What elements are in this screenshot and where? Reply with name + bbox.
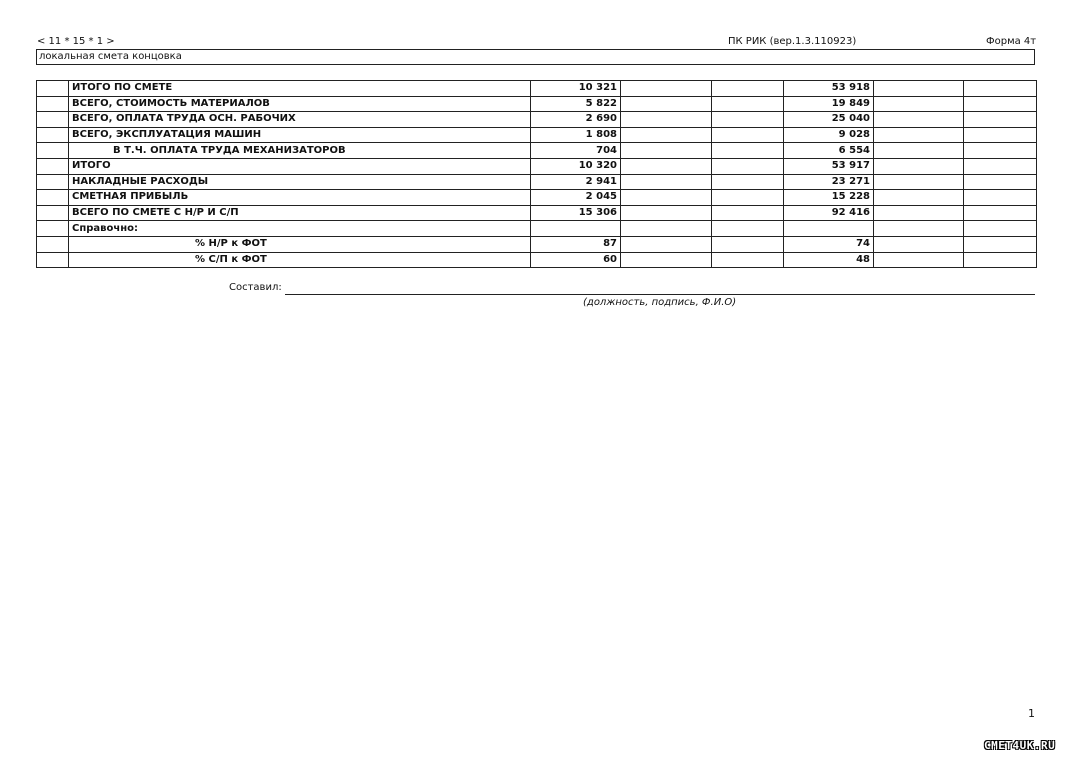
row-value-1: 60 xyxy=(531,252,621,268)
empty-cell xyxy=(964,112,1037,128)
empty-cell xyxy=(712,252,784,268)
empty-cell xyxy=(712,221,784,237)
row-label: ИТОГО xyxy=(69,158,531,174)
empty-cell xyxy=(964,252,1037,268)
form-number: Форма 4т xyxy=(986,36,1037,47)
row-marker-cell xyxy=(37,221,69,237)
table-row xyxy=(37,252,1037,268)
empty-cell xyxy=(874,205,964,221)
row-label: ВСЕГО, ОПЛАТА ТРУДА ОСН. РАБОЧИХ xyxy=(69,112,531,128)
row-value-2: 48 xyxy=(784,252,874,268)
empty-cell xyxy=(621,174,712,190)
signature-line xyxy=(285,294,1035,295)
row-marker-cell xyxy=(37,205,69,221)
row-label: % Н/Р к ФОТ xyxy=(69,236,531,252)
site-watermark: СМЕТ4UK.RU xyxy=(984,739,1056,752)
row-value-1: 2 690 xyxy=(531,112,621,128)
empty-cell xyxy=(874,252,964,268)
row-marker-cell xyxy=(37,143,69,159)
table-row xyxy=(37,236,1037,252)
empty-cell xyxy=(874,190,964,206)
row-value-1: 5 822 xyxy=(531,96,621,112)
empty-cell xyxy=(621,127,712,143)
empty-cell xyxy=(874,96,964,112)
empty-cell xyxy=(712,205,784,221)
table-row xyxy=(37,190,1037,206)
row-value-2 xyxy=(784,221,874,237)
empty-cell xyxy=(964,81,1037,97)
table-row xyxy=(37,112,1037,128)
empty-cell xyxy=(964,143,1037,159)
empty-cell xyxy=(621,236,712,252)
row-value-2: 53 917 xyxy=(784,158,874,174)
table-row xyxy=(37,81,1037,97)
table-row xyxy=(37,127,1037,143)
row-value-1: 10 320 xyxy=(531,158,621,174)
row-label: Справочно: xyxy=(69,221,531,237)
row-label: НАКЛАДНЫЕ РАСХОДЫ xyxy=(69,174,531,190)
row-value-2: 23 271 xyxy=(784,174,874,190)
software-version: ПК РИК (вер.1.3.110923) xyxy=(728,36,857,47)
row-marker-cell xyxy=(37,190,69,206)
empty-cell xyxy=(712,127,784,143)
empty-cell xyxy=(621,221,712,237)
empty-cell xyxy=(712,81,784,97)
empty-cell xyxy=(621,143,712,159)
empty-cell xyxy=(712,190,784,206)
row-label: ВСЕГО, СТОИМОСТЬ МАТЕРИАЛОВ xyxy=(69,96,531,112)
empty-cell xyxy=(964,236,1037,252)
table-row xyxy=(37,221,1037,237)
empty-cell xyxy=(621,81,712,97)
page-number: 1 xyxy=(1028,707,1035,720)
row-value-1: 1 808 xyxy=(531,127,621,143)
row-value-1: 10 321 xyxy=(531,81,621,97)
empty-cell xyxy=(874,81,964,97)
row-value-2: 53 918 xyxy=(784,81,874,97)
row-value-1: 704 xyxy=(531,143,621,159)
row-value-1: 87 xyxy=(531,236,621,252)
empty-cell xyxy=(621,96,712,112)
empty-cell xyxy=(712,158,784,174)
row-value-1 xyxy=(531,221,621,237)
row-value-1: 2 941 xyxy=(531,174,621,190)
row-label: В Т.Ч. ОПЛАТА ТРУДА МЕХАНИЗАТОРОВ xyxy=(69,143,531,159)
section-title: локальная смета концовка xyxy=(36,49,1035,65)
row-label: ВСЕГО ПО СМЕТЕ С Н/Р И С/П xyxy=(69,205,531,221)
empty-cell xyxy=(874,174,964,190)
row-value-1: 2 045 xyxy=(531,190,621,206)
empty-cell xyxy=(874,143,964,159)
empty-cell xyxy=(964,127,1037,143)
empty-cell xyxy=(712,112,784,128)
empty-cell xyxy=(621,190,712,206)
empty-cell xyxy=(712,96,784,112)
table-row xyxy=(37,158,1037,174)
empty-cell xyxy=(621,158,712,174)
row-value-2: 25 040 xyxy=(784,112,874,128)
summary-table xyxy=(36,80,1037,268)
row-label: СМЕТНАЯ ПРИБЫЛЬ xyxy=(69,190,531,206)
row-label: ВСЕГО, ЭКСПЛУАТАЦИЯ МАШИН xyxy=(69,127,531,143)
row-marker-cell xyxy=(37,252,69,268)
empty-cell xyxy=(712,174,784,190)
table-row xyxy=(37,143,1037,159)
empty-cell xyxy=(712,143,784,159)
row-value-2: 19 849 xyxy=(784,96,874,112)
row-value-2: 9 028 xyxy=(784,127,874,143)
row-value-2: 6 554 xyxy=(784,143,874,159)
empty-cell xyxy=(874,112,964,128)
row-label: ИТОГО ПО СМЕТЕ xyxy=(69,81,531,97)
empty-cell xyxy=(712,236,784,252)
row-marker-cell xyxy=(37,127,69,143)
row-value-2: 92 416 xyxy=(784,205,874,221)
empty-cell xyxy=(964,158,1037,174)
empty-cell xyxy=(964,221,1037,237)
row-value-2: 74 xyxy=(784,236,874,252)
empty-cell xyxy=(874,221,964,237)
empty-cell xyxy=(874,236,964,252)
table-row xyxy=(37,205,1037,221)
row-marker-cell xyxy=(37,158,69,174)
row-marker-cell xyxy=(37,81,69,97)
row-marker-cell xyxy=(37,236,69,252)
document-code: < 11 * 15 * 1 > xyxy=(37,36,115,47)
table-row xyxy=(37,174,1037,190)
compiled-by-label: Составил: xyxy=(229,282,282,293)
row-value-1: 15 306 xyxy=(531,205,621,221)
empty-cell xyxy=(621,112,712,128)
empty-cell xyxy=(621,205,712,221)
empty-cell xyxy=(964,174,1037,190)
table-row xyxy=(37,96,1037,112)
row-label: % С/П к ФОТ xyxy=(69,252,531,268)
signature-hint: (должность, подпись, Ф.И.О) xyxy=(583,297,737,308)
row-marker-cell xyxy=(37,112,69,128)
row-marker-cell xyxy=(37,96,69,112)
empty-cell xyxy=(964,190,1037,206)
empty-cell xyxy=(874,127,964,143)
empty-cell xyxy=(964,205,1037,221)
empty-cell xyxy=(621,252,712,268)
empty-cell xyxy=(874,158,964,174)
row-marker-cell xyxy=(37,174,69,190)
row-value-2: 15 228 xyxy=(784,190,874,206)
empty-cell xyxy=(964,96,1037,112)
